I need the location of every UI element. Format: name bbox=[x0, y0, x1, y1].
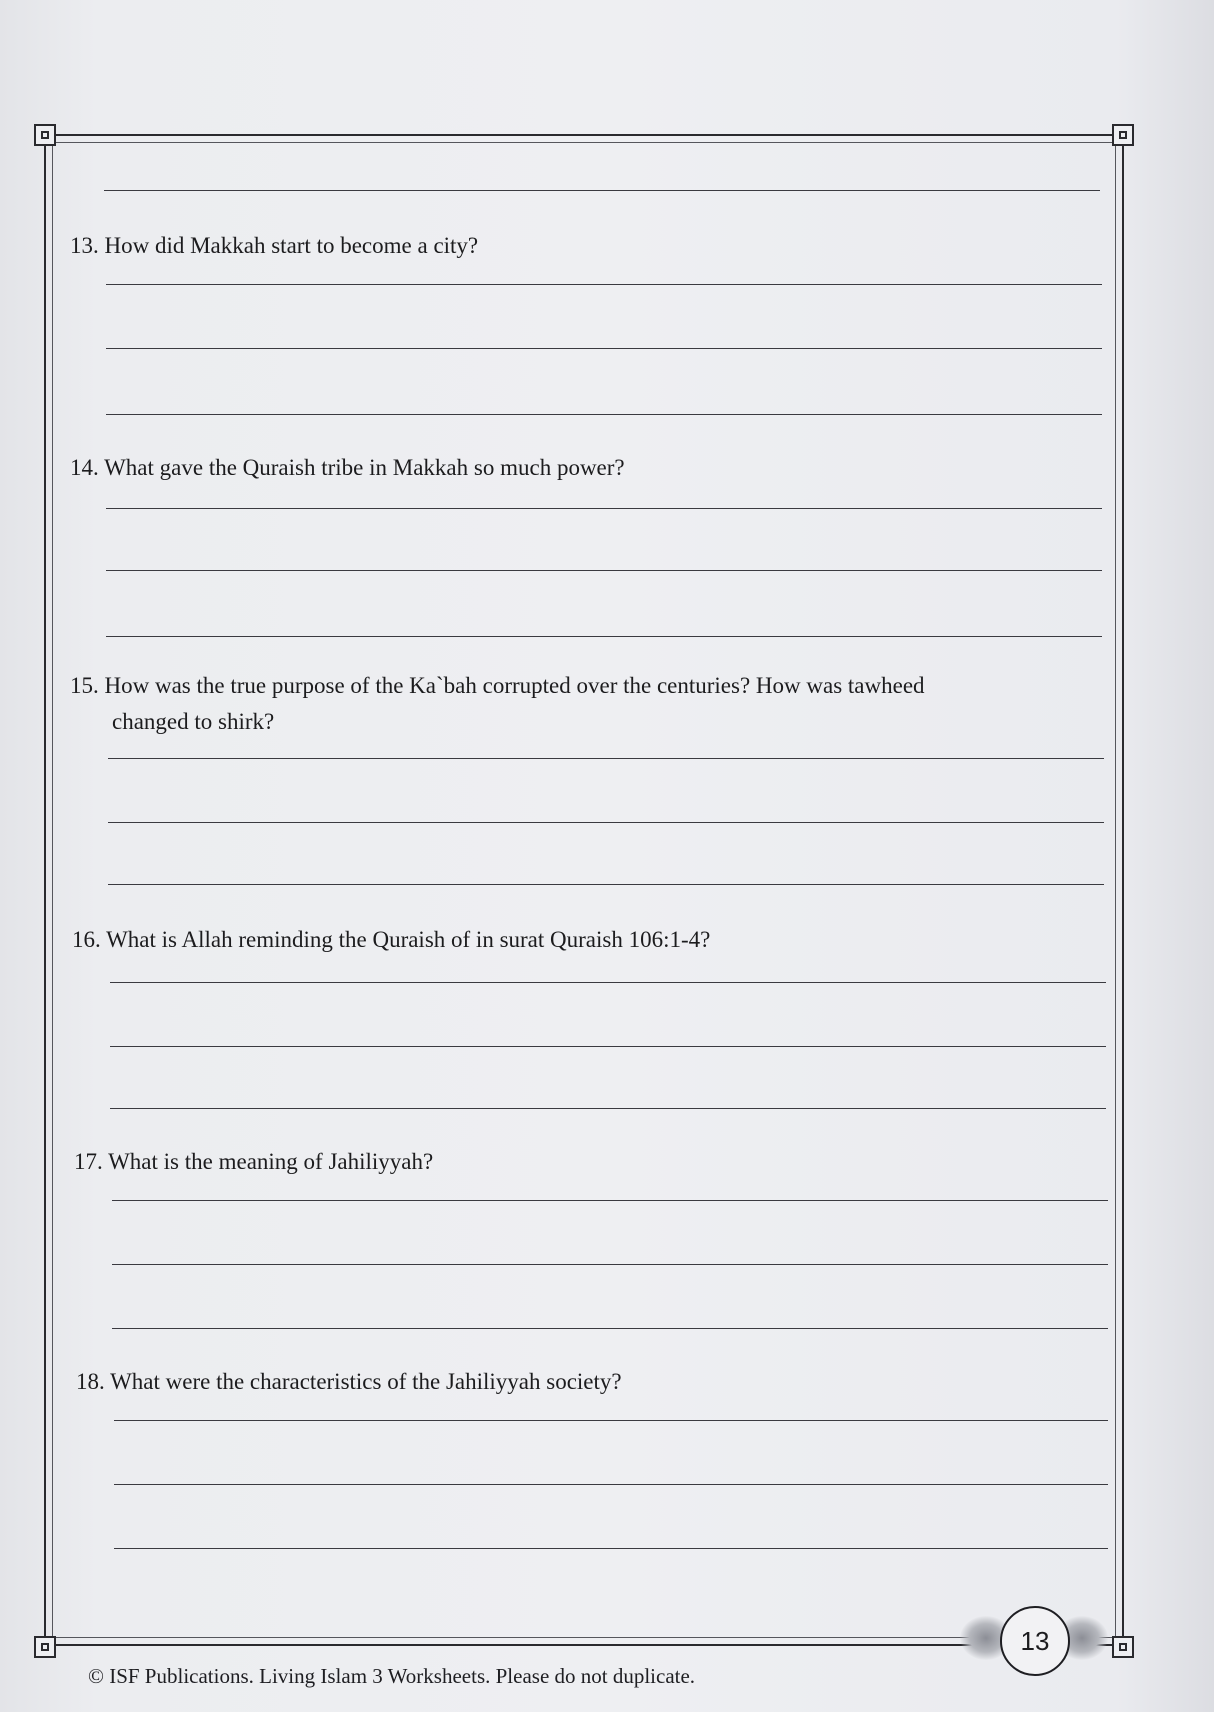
corner-ornament-top-left bbox=[34, 124, 56, 146]
answer-line[interactable] bbox=[108, 822, 1104, 823]
question-number: 14. bbox=[70, 455, 99, 480]
answer-line[interactable] bbox=[106, 636, 1102, 637]
corner-ornament-top-right bbox=[1112, 124, 1134, 146]
question-text: What gave the Quraish tribe in Makkah so much power? bbox=[104, 455, 625, 480]
answer-line[interactable] bbox=[106, 508, 1102, 509]
question-number: 18. bbox=[76, 1369, 105, 1394]
answer-line[interactable] bbox=[108, 884, 1104, 885]
question-number: 17. bbox=[74, 1149, 103, 1174]
question-number: 16. bbox=[72, 927, 101, 952]
question-text: What is Allah reminding the Quraish of in surat Quraish 106:1-4? bbox=[106, 927, 711, 952]
answer-line[interactable] bbox=[106, 414, 1102, 415]
answer-line[interactable] bbox=[114, 1420, 1108, 1421]
corner-ornament-bottom-left bbox=[34, 1636, 56, 1658]
answer-line[interactable] bbox=[106, 284, 1102, 285]
copyright-footer: © ISF Publications. Living Islam 3 Worksheets. Please do not duplicate. bbox=[88, 1664, 696, 1688]
question-14 bbox=[70, 450, 1070, 486]
question-text: How did Makkah start to become a city? bbox=[104, 233, 479, 258]
answer-line[interactable] bbox=[108, 758, 1104, 759]
answer-line[interactable] bbox=[112, 1264, 1108, 1265]
question-13 bbox=[70, 228, 1070, 264]
answer-line[interactable] bbox=[110, 1108, 1106, 1109]
question-number: 13. bbox=[70, 233, 99, 258]
corner-ornament-bottom-right bbox=[1112, 1636, 1134, 1658]
question-number: 15. bbox=[70, 673, 99, 698]
inner-border-frame bbox=[52, 142, 1116, 1638]
answer-line[interactable] bbox=[104, 190, 1100, 191]
question-text: What is the meaning of Jahiliyyah? bbox=[108, 1149, 434, 1174]
answer-line[interactable] bbox=[114, 1548, 1108, 1549]
answer-line[interactable] bbox=[114, 1484, 1108, 1485]
question-18 bbox=[76, 1364, 1076, 1400]
question-17 bbox=[74, 1144, 1074, 1180]
answer-line[interactable] bbox=[112, 1200, 1108, 1201]
question-text-continued: changed to shirk? bbox=[112, 709, 275, 734]
answer-line[interactable] bbox=[110, 982, 1106, 983]
question-text: What were the characteristics of the Jahiliyyah society? bbox=[110, 1369, 622, 1394]
answer-line[interactable] bbox=[106, 570, 1102, 571]
question-16 bbox=[72, 922, 1072, 958]
question-text: How was the true purpose of the Ka`bah corrupted over the centuries? How was tawheed bbox=[104, 673, 925, 698]
answer-line[interactable] bbox=[106, 348, 1102, 349]
question-15 bbox=[70, 668, 1070, 740]
page-number-badge: 13 bbox=[1000, 1606, 1070, 1676]
answer-line[interactable] bbox=[110, 1046, 1106, 1047]
answer-line[interactable] bbox=[112, 1328, 1108, 1329]
